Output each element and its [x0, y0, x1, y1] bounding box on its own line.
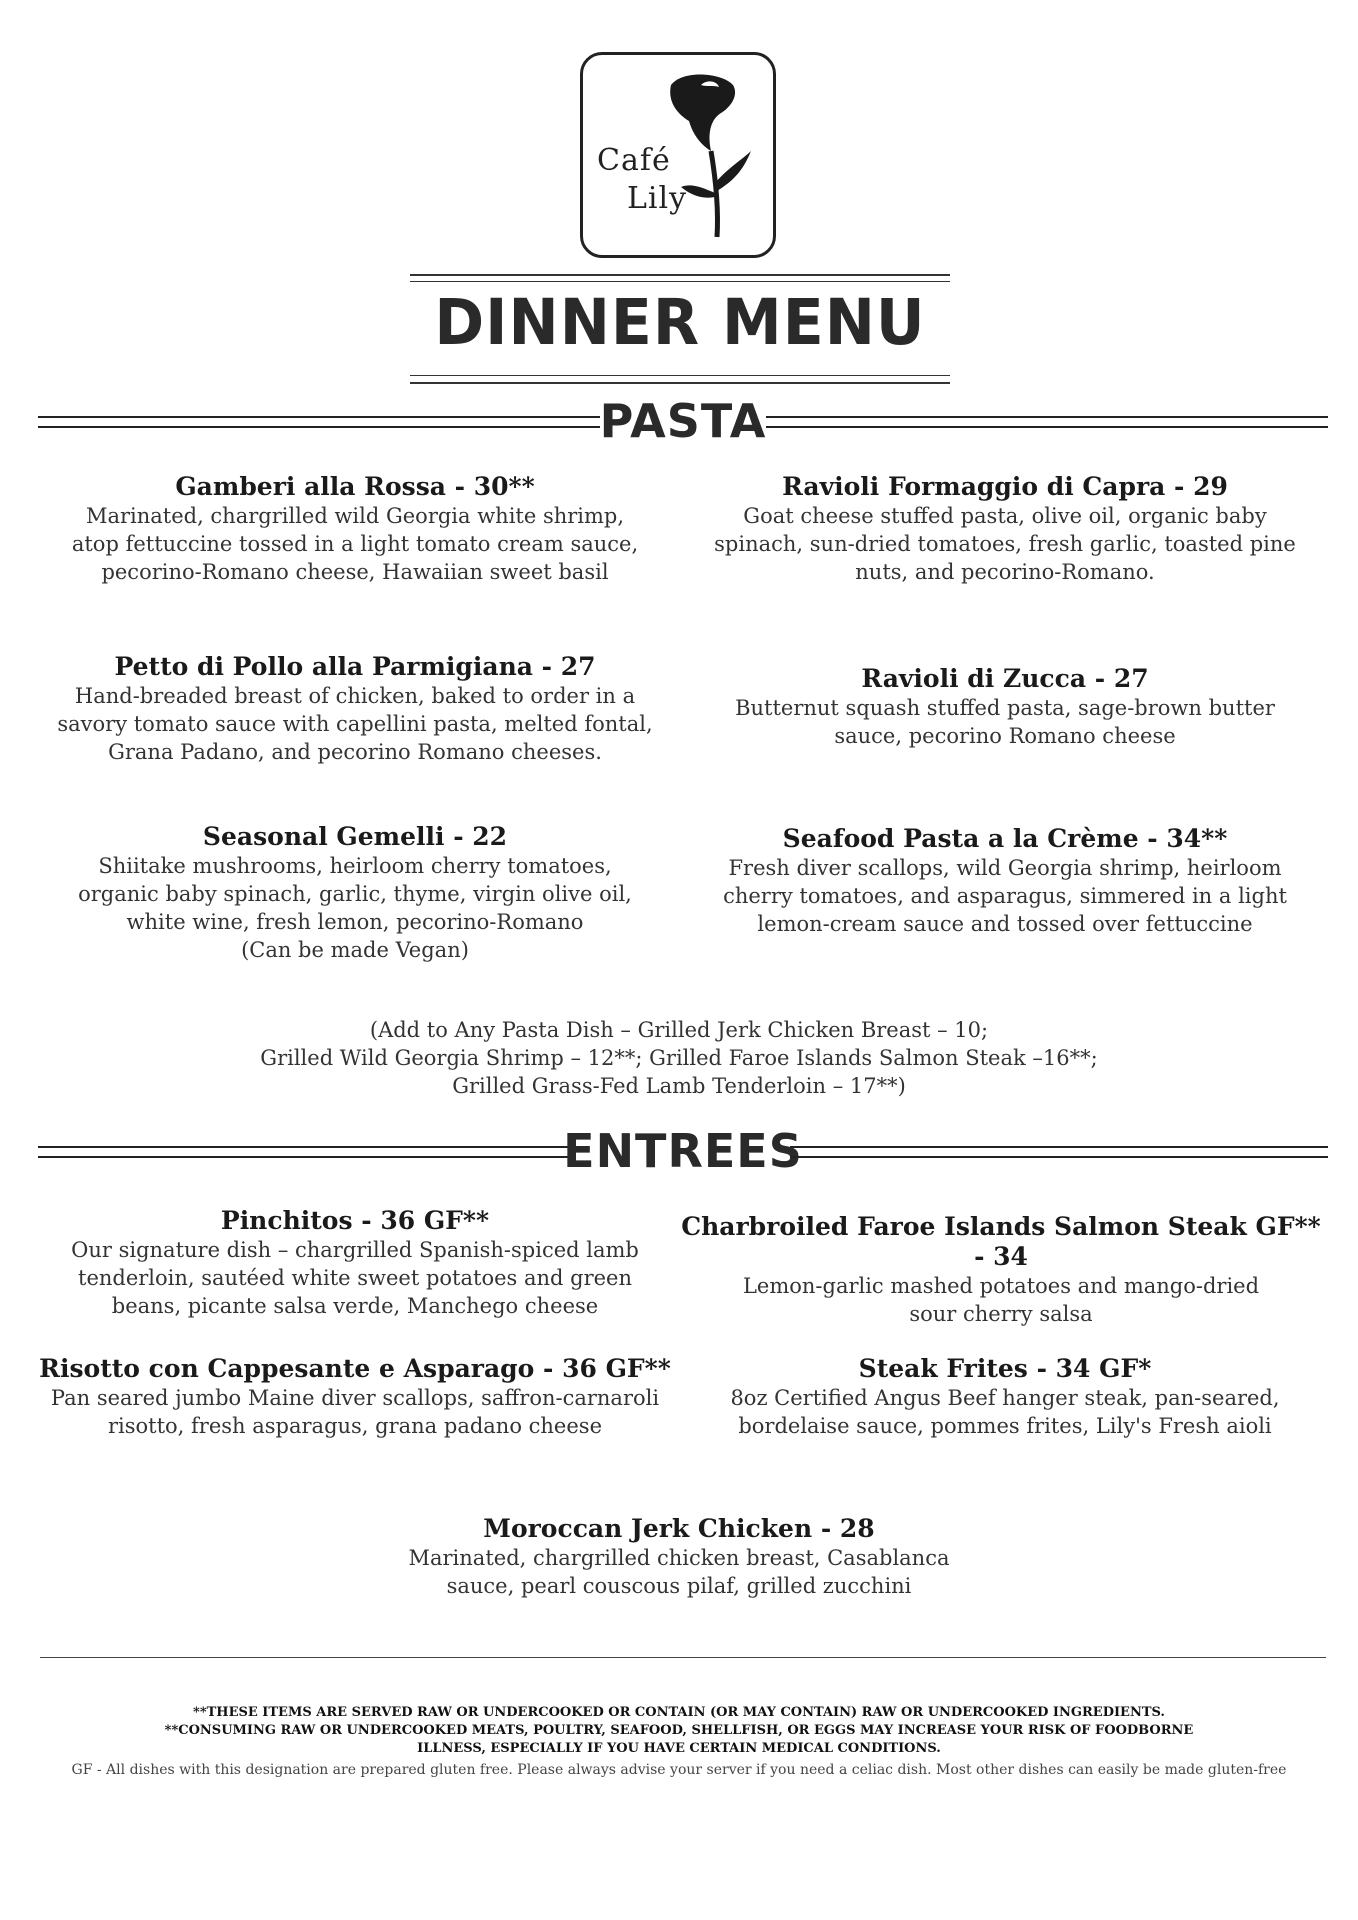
menu-item-description: Pan seared jumbo Maine diver scallops, saffron-carnaroli risotto, fresh asparagus, grana padano cheese	[50, 1386, 660, 1438]
menu-item-name: Seafood Pasta a la Crème - 34**	[782, 824, 1228, 853]
menu-item-description: Lemon-garlic mashed potatoes and mango-dried sour cherry salsa	[742, 1274, 1260, 1326]
menu-item	[676, 1212, 1326, 1328]
menu-item	[40, 1206, 670, 1320]
title-rule-top	[410, 274, 950, 276]
menu-item	[40, 652, 670, 766]
menu-item-name: Gamberi alla Rossa - 30**	[175, 472, 535, 501]
menu-item-name: Charbroiled Faroe Islands Salmon Steak GF** - 34	[681, 1212, 1321, 1271]
menu-item	[690, 1354, 1320, 1440]
menu-item	[30, 1354, 680, 1440]
menu-item-name: Steak Frites - 34 GF*	[858, 1354, 1152, 1383]
title-rule-top-thin	[410, 281, 950, 282]
menu-item	[690, 472, 1320, 586]
menu-item-description: Butternut squash stuffed pasta, sage-brown butter sauce, pecorino Romano cheese	[735, 696, 1275, 748]
menu-item-name: Seasonal Gemelli - 22	[202, 822, 508, 851]
menu-item	[40, 822, 670, 964]
gluten-free-note: GF - All dishes with this designation are prepared gluten free. Please always advise your server if you need a celiac dish. Most other dishes can easily be made gluten-free	[71, 1762, 1287, 1778]
menu-item-description: Hand-breaded breast of chicken, baked to order in a savory tomato sauce with capellini pasta, melted fontal, Grana Padano, and pecorino Romano cheeses.	[57, 684, 653, 764]
section-title-pasta: PASTA	[599, 394, 767, 448]
menu-item-name: Moroccan Jerk Chicken - 28	[483, 1514, 875, 1543]
pasta-section-header	[38, 396, 1328, 456]
section-rule-right	[790, 1146, 1328, 1158]
menu-item-description: Marinated, chargrilled chicken breast, Casablanca sauce, pearl couscous pilaf, grilled zucchini	[408, 1546, 950, 1598]
menu-item	[364, 1514, 994, 1600]
logo-line-2: Lily	[627, 181, 688, 216]
menu-item-name: Pinchitos - 36 GF**	[220, 1206, 490, 1235]
menu-item-name: Ravioli Formaggio di Capra - 29	[782, 472, 1228, 501]
footer-divider	[40, 1657, 1326, 1658]
menu-item-description: Marinated, chargrilled wild Georgia white shrimp, atop fettuccine tossed in a light tomato cream sauce, pecorino-Romano cheese, Hawaiian sweet basil	[71, 504, 639, 584]
section-rule-right	[766, 416, 1328, 428]
menu-item-description: Fresh diver scallops, wild Georgia shrimp, heirloom cherry tomatoes, and asparagus, simmered in a light lemon-cream sauce and tossed over fettuccine	[723, 856, 1287, 936]
menu-item	[690, 824, 1320, 938]
menu-item-name: Ravioli di Zucca - 27	[861, 664, 1149, 693]
cafe-lily-logo	[580, 52, 776, 258]
menu-item	[690, 664, 1320, 750]
menu-item-name: Risotto con Cappesante e Asparago - 36 GF**	[39, 1354, 671, 1383]
menu-item	[40, 472, 670, 586]
logo-line-1: Café	[597, 143, 671, 178]
title-rule-bottom-thin	[410, 375, 950, 376]
menu-item-description: Shiitake mushrooms, heirloom cherry tomatoes, organic baby spinach, garlic, thyme, virgin olive oil, white wine, fresh lemon, pecorino-Romano (Can be made Vegan)	[78, 854, 632, 962]
title-rule-bottom	[410, 382, 950, 384]
entrees-section-header	[38, 1126, 1328, 1186]
menu-item-description: Our signature dish – chargrilled Spanish-spiced lamb tenderloin, sautéed white sweet potatoes and green beans, picante salsa verde, Manchego cheese	[71, 1238, 639, 1318]
menu-item-description: 8oz Certified Angus Beef hanger steak, pan-seared, bordelaise sauce, pommes frites, Lily's Fresh aioli	[730, 1386, 1280, 1438]
section-title-entrees: ENTREES	[563, 1124, 803, 1178]
food-safety-warning: **THESE ITEMS ARE SERVED RAW OR UNDERCOOKED OR CONTAIN (OR MAY CONTAIN) RAW OR UNDERCOOKED INGREDIENTS. **CONSUMING RAW OR UNDERCOOKED MEATS, POULTRY, SEAFOOD, SHELLFISH, OR EGGS MAY INCREASE YOUR RISK OF FOODBORNE ILLNESS, ESPECIALLY IF YOU HAVE CERTAIN MEDICAL CONDITIONS.	[164, 1705, 1194, 1756]
menu-item-name: Petto di Pollo alla Parmigiana - 27	[114, 652, 596, 681]
pasta-addon-note: (Add to Any Pasta Dish – Grilled Jerk Chicken Breast – 10; Grilled Wild Georgia Shrimp – 12**; Grilled Faroe Islands Salmon Steak –16**; Grilled Grass-Fed Lamb Tenderloin – 17**)	[260, 1018, 1098, 1098]
menu-item-description: Goat cheese stuffed pasta, olive oil, organic baby spinach, sun-dried tomatoes, fresh garlic, toasted pine nuts, and pecorino-Romano.	[714, 504, 1296, 584]
page-title: DINNER MENU	[434, 286, 926, 360]
